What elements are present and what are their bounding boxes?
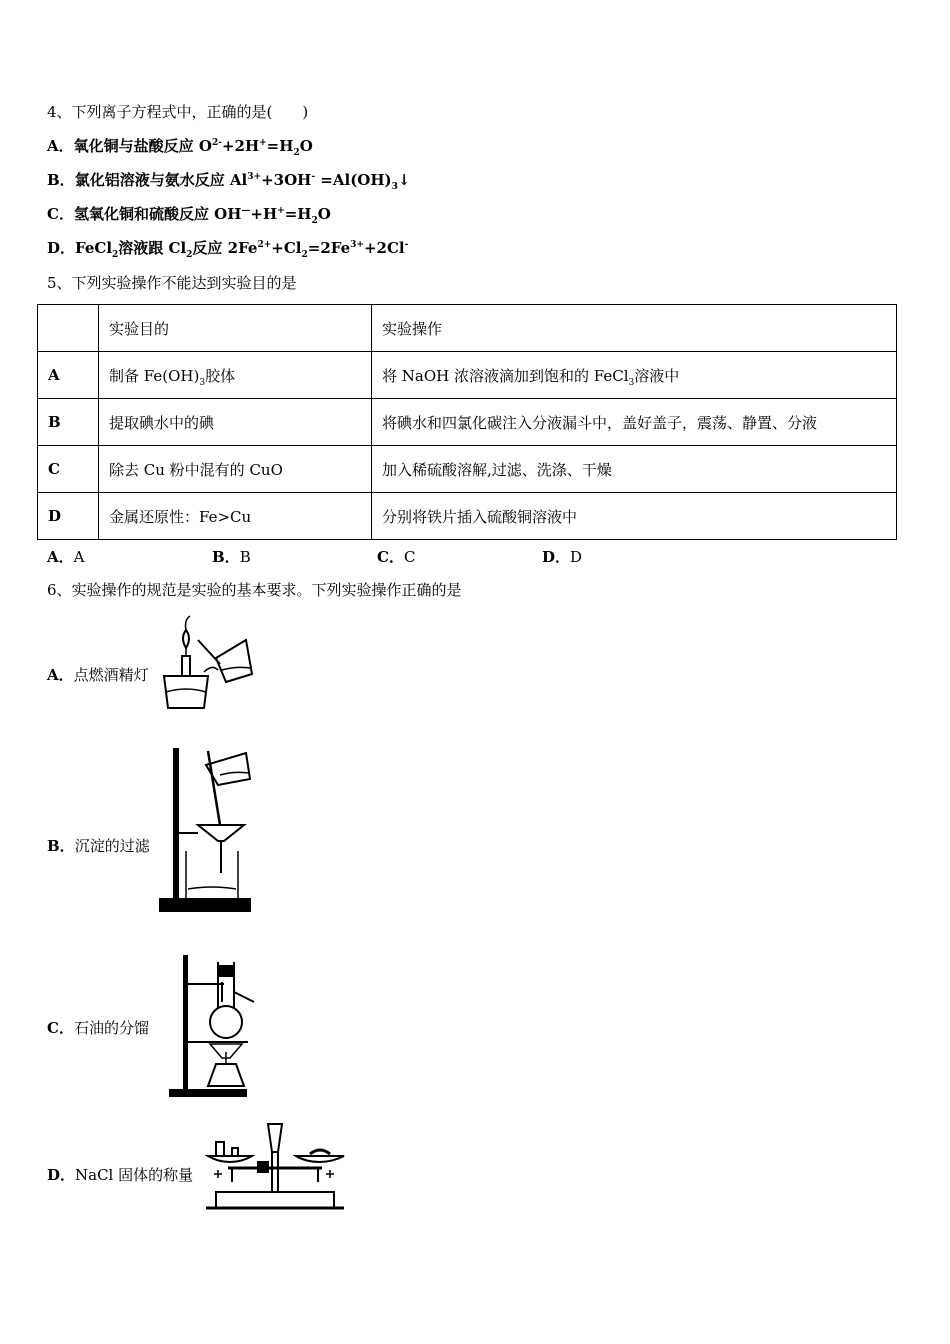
balance-weighing-figure xyxy=(202,1112,348,1214)
table-row xyxy=(38,446,897,493)
q6-option-b[interactable]: B．沉淀的过滤 xyxy=(47,837,150,855)
row-label: B xyxy=(38,399,99,446)
row-purpose: 除去 Cu 粉中混有的 CuO xyxy=(99,446,372,493)
q4-option-b[interactable]: B．氯化铝溶液与氨水反应 $Al^{3+}+3OH^-$ $=Al(OH)_3↓$ xyxy=(47,171,411,192)
table-header-cell xyxy=(38,305,99,352)
row-operation: 将碘水和四氯化碳注入分液漏斗中，盖好盖子，震荡、静置、分液 xyxy=(372,399,897,446)
row-operation: 分别将铁片插入硫酸铜溶液中 xyxy=(372,493,897,540)
row-purpose: 金属还原性：Fe>Cu xyxy=(99,493,372,540)
q5-choice-b[interactable]: B．B xyxy=(212,548,251,566)
row-operation: 将 NaOH 浓溶液滴加到饱和的 FeCl$_3$溶液中 xyxy=(372,352,897,399)
filtration-figure xyxy=(158,745,256,917)
row-purpose: 提取碘水中的碘 xyxy=(99,399,372,446)
q5-choice-c[interactable]: C．C xyxy=(377,548,416,566)
q6-stem: 6、实验操作的规范是实验的基本要求。下列实验操作正确的是 xyxy=(47,581,462,599)
distillation-figure xyxy=(160,952,258,1098)
q6-option-c[interactable]: C．石油的分馏 xyxy=(47,1019,149,1037)
q4-option-a[interactable]: A．氧化铜与盐酸反应 $O^{2-}+2H^+=H_2O$ xyxy=(47,137,313,158)
alcohol-lamp-lighting-figure xyxy=(160,612,256,716)
row-label: A xyxy=(38,352,99,399)
q5-stem: 5、下列实验操作不能达到实验目的是 xyxy=(47,274,297,292)
table-row xyxy=(38,352,897,399)
q5-choice-d[interactable]: D．D xyxy=(542,548,583,566)
row-operation: 加入稀硫酸溶解,过滤、洗涤、干燥 xyxy=(372,446,897,493)
table-row xyxy=(38,399,897,446)
table-header-row xyxy=(38,305,897,352)
q6-option-a[interactable]: A．点燃酒精灯 xyxy=(47,666,149,684)
row-label: C xyxy=(38,446,99,493)
table-row xyxy=(38,493,897,540)
q4-option-c[interactable]: C．氢氧化铜和硫酸反应 $OH^—+H^+=H_2O$ xyxy=(47,205,331,226)
table-header-cell: 实验操作 xyxy=(372,305,897,352)
table-header-cell: 实验目的 xyxy=(99,305,372,352)
q4-stem: 4、下列离子方程式中，正确的是( ) xyxy=(47,103,309,121)
q5-table xyxy=(37,304,897,540)
row-purpose: 制备 $Fe(OH)_3$胶体 xyxy=(99,352,372,399)
q5-choice-a[interactable]: A．A xyxy=(47,548,85,566)
q5-choices xyxy=(47,546,747,566)
q4-option-d[interactable]: D．FeCl$_2$溶液跟 $Cl_2$反应 $2Fe^{2+}+Cl_2=2Fe^{3+}+2Cl^-$ xyxy=(47,239,409,260)
q6-option-d[interactable]: D．NaCl 固体的称量 xyxy=(47,1166,194,1184)
row-label: D xyxy=(38,493,99,540)
